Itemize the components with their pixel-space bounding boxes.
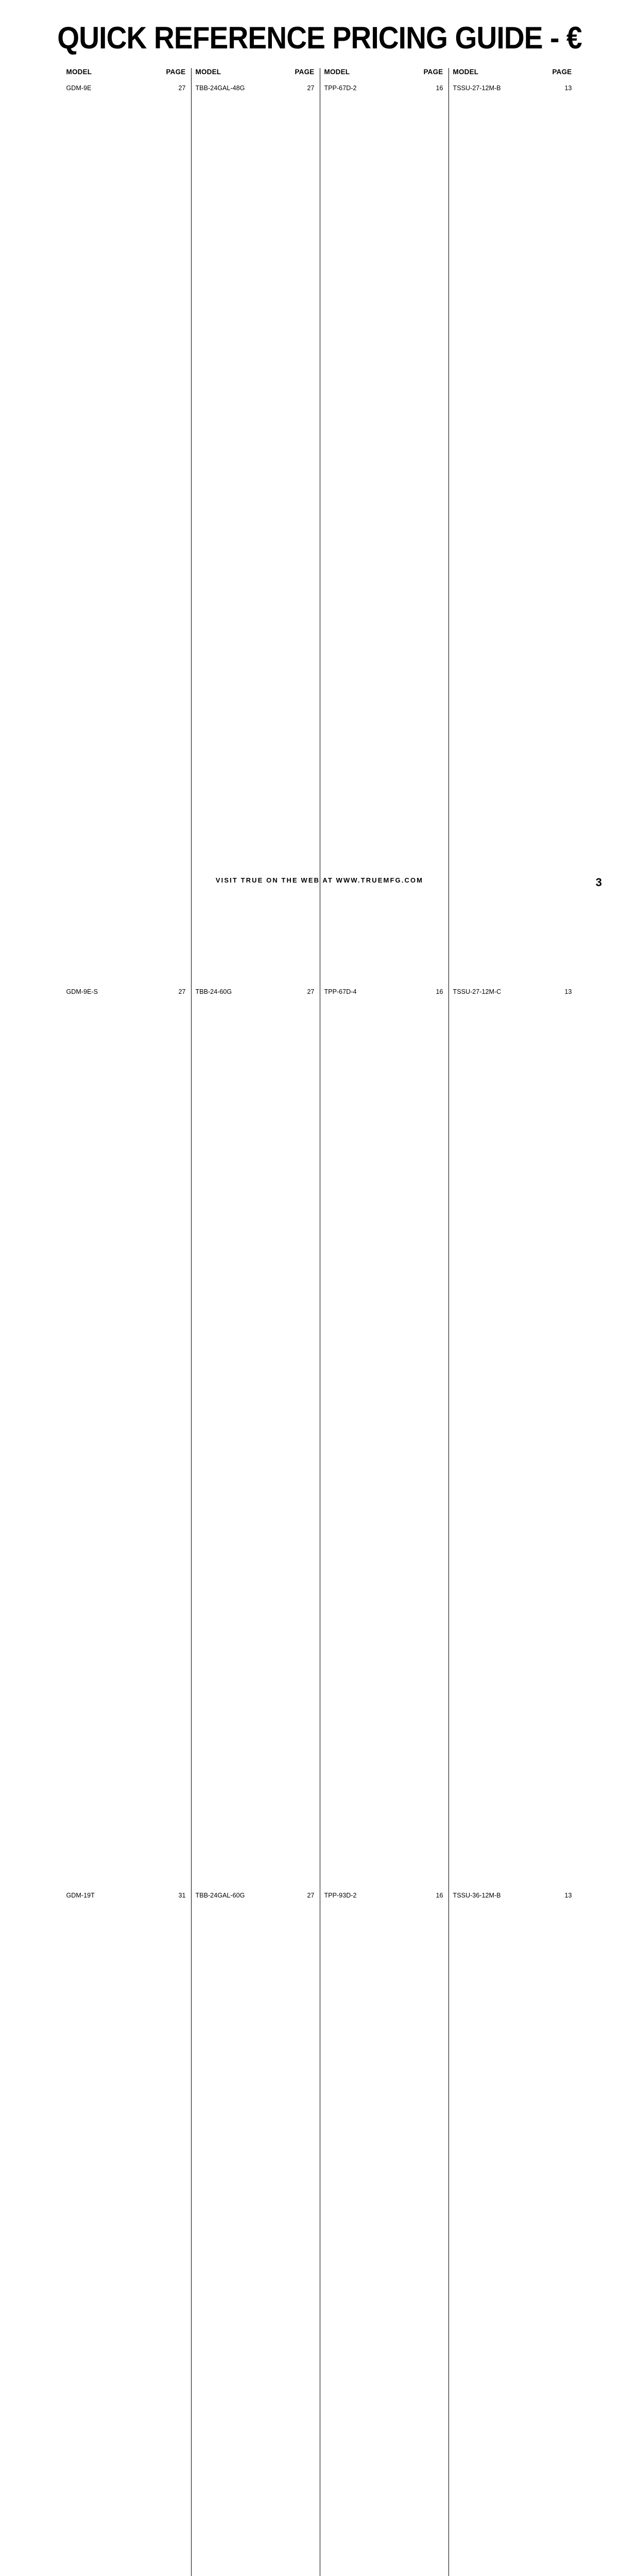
model-column-2 <box>191 68 320 2576</box>
column-header-model: MODEL <box>324 68 350 76</box>
page-title: QUICK REFERENCE PRICING GUIDE - € <box>57 21 582 55</box>
column-header-model: MODEL <box>66 68 92 76</box>
model-name: TPP-67D-2 <box>324 84 357 92</box>
table-row[interactable] <box>66 84 187 988</box>
model-name: GDM-19T <box>66 1892 95 1899</box>
model-column-1 <box>62 68 191 2576</box>
table-row[interactable] <box>324 988 444 1891</box>
page-number-value: 13 <box>564 84 572 92</box>
model-name: TBB-24GAL-48G <box>195 84 245 92</box>
model-name: TSSU-36-12M-B <box>453 1892 501 1899</box>
model-name: TPP-93D-2 <box>324 1892 357 1899</box>
page-number-value: 16 <box>436 988 443 995</box>
page-number-value: 16 <box>436 1892 443 1899</box>
page-number-value: 27 <box>178 988 186 995</box>
column-header-page: PAGE <box>166 68 186 76</box>
model-name: TBB-24GAL-60G <box>195 1892 245 1899</box>
table-row[interactable] <box>453 84 573 988</box>
page-number-value: 27 <box>307 1892 315 1899</box>
column-header <box>196 68 316 76</box>
model-name: GDM-9E-S <box>66 988 98 995</box>
page-number-value: 27 <box>307 84 315 92</box>
footer <box>0 876 639 884</box>
model-column-4 <box>448 68 577 2576</box>
model-name: TPP-67D-4 <box>324 988 357 995</box>
model-rows <box>453 84 573 2576</box>
table-row[interactable] <box>196 1891 316 2576</box>
column-header <box>324 68 444 76</box>
page-number-value: 13 <box>564 988 572 995</box>
model-name: TBB-24-60G <box>195 988 232 995</box>
table-row[interactable] <box>453 988 573 1891</box>
page-number: 3 <box>595 876 602 889</box>
page-number-value: 31 <box>178 1892 186 1899</box>
table-row[interactable] <box>196 988 316 1891</box>
column-header <box>453 68 573 76</box>
table-row[interactable] <box>324 1891 444 2576</box>
model-rows <box>196 84 316 2576</box>
column-header-page: PAGE <box>552 68 572 76</box>
table-row[interactable] <box>66 1891 187 2576</box>
column-header-page: PAGE <box>295 68 315 76</box>
footer-website-text: VISIT TRUE ON THE WEB AT WWW.TRUEMFG.COM <box>215 876 424 884</box>
model-name: TSSU-27-12M-C <box>453 988 502 995</box>
table-row[interactable] <box>196 84 316 988</box>
model-rows <box>324 84 444 2576</box>
column-header <box>66 68 187 76</box>
column-header-model: MODEL <box>195 68 221 76</box>
page-number-value: 27 <box>307 988 315 995</box>
model-name: GDM-9E <box>66 84 92 92</box>
column-header-page: PAGE <box>423 68 443 76</box>
model-index-table <box>62 54 577 2576</box>
table-row[interactable] <box>66 988 187 1891</box>
page-number-value: 27 <box>178 84 186 92</box>
page-number-value: 16 <box>436 84 443 92</box>
page-number-value: 13 <box>564 1892 572 1899</box>
model-column-3 <box>320 68 448 2576</box>
model-rows <box>66 84 187 2576</box>
table-row[interactable] <box>453 1891 573 2576</box>
column-header-model: MODEL <box>453 68 479 76</box>
table-row[interactable] <box>324 84 444 988</box>
model-name: TSSU-27-12M-B <box>453 84 501 92</box>
